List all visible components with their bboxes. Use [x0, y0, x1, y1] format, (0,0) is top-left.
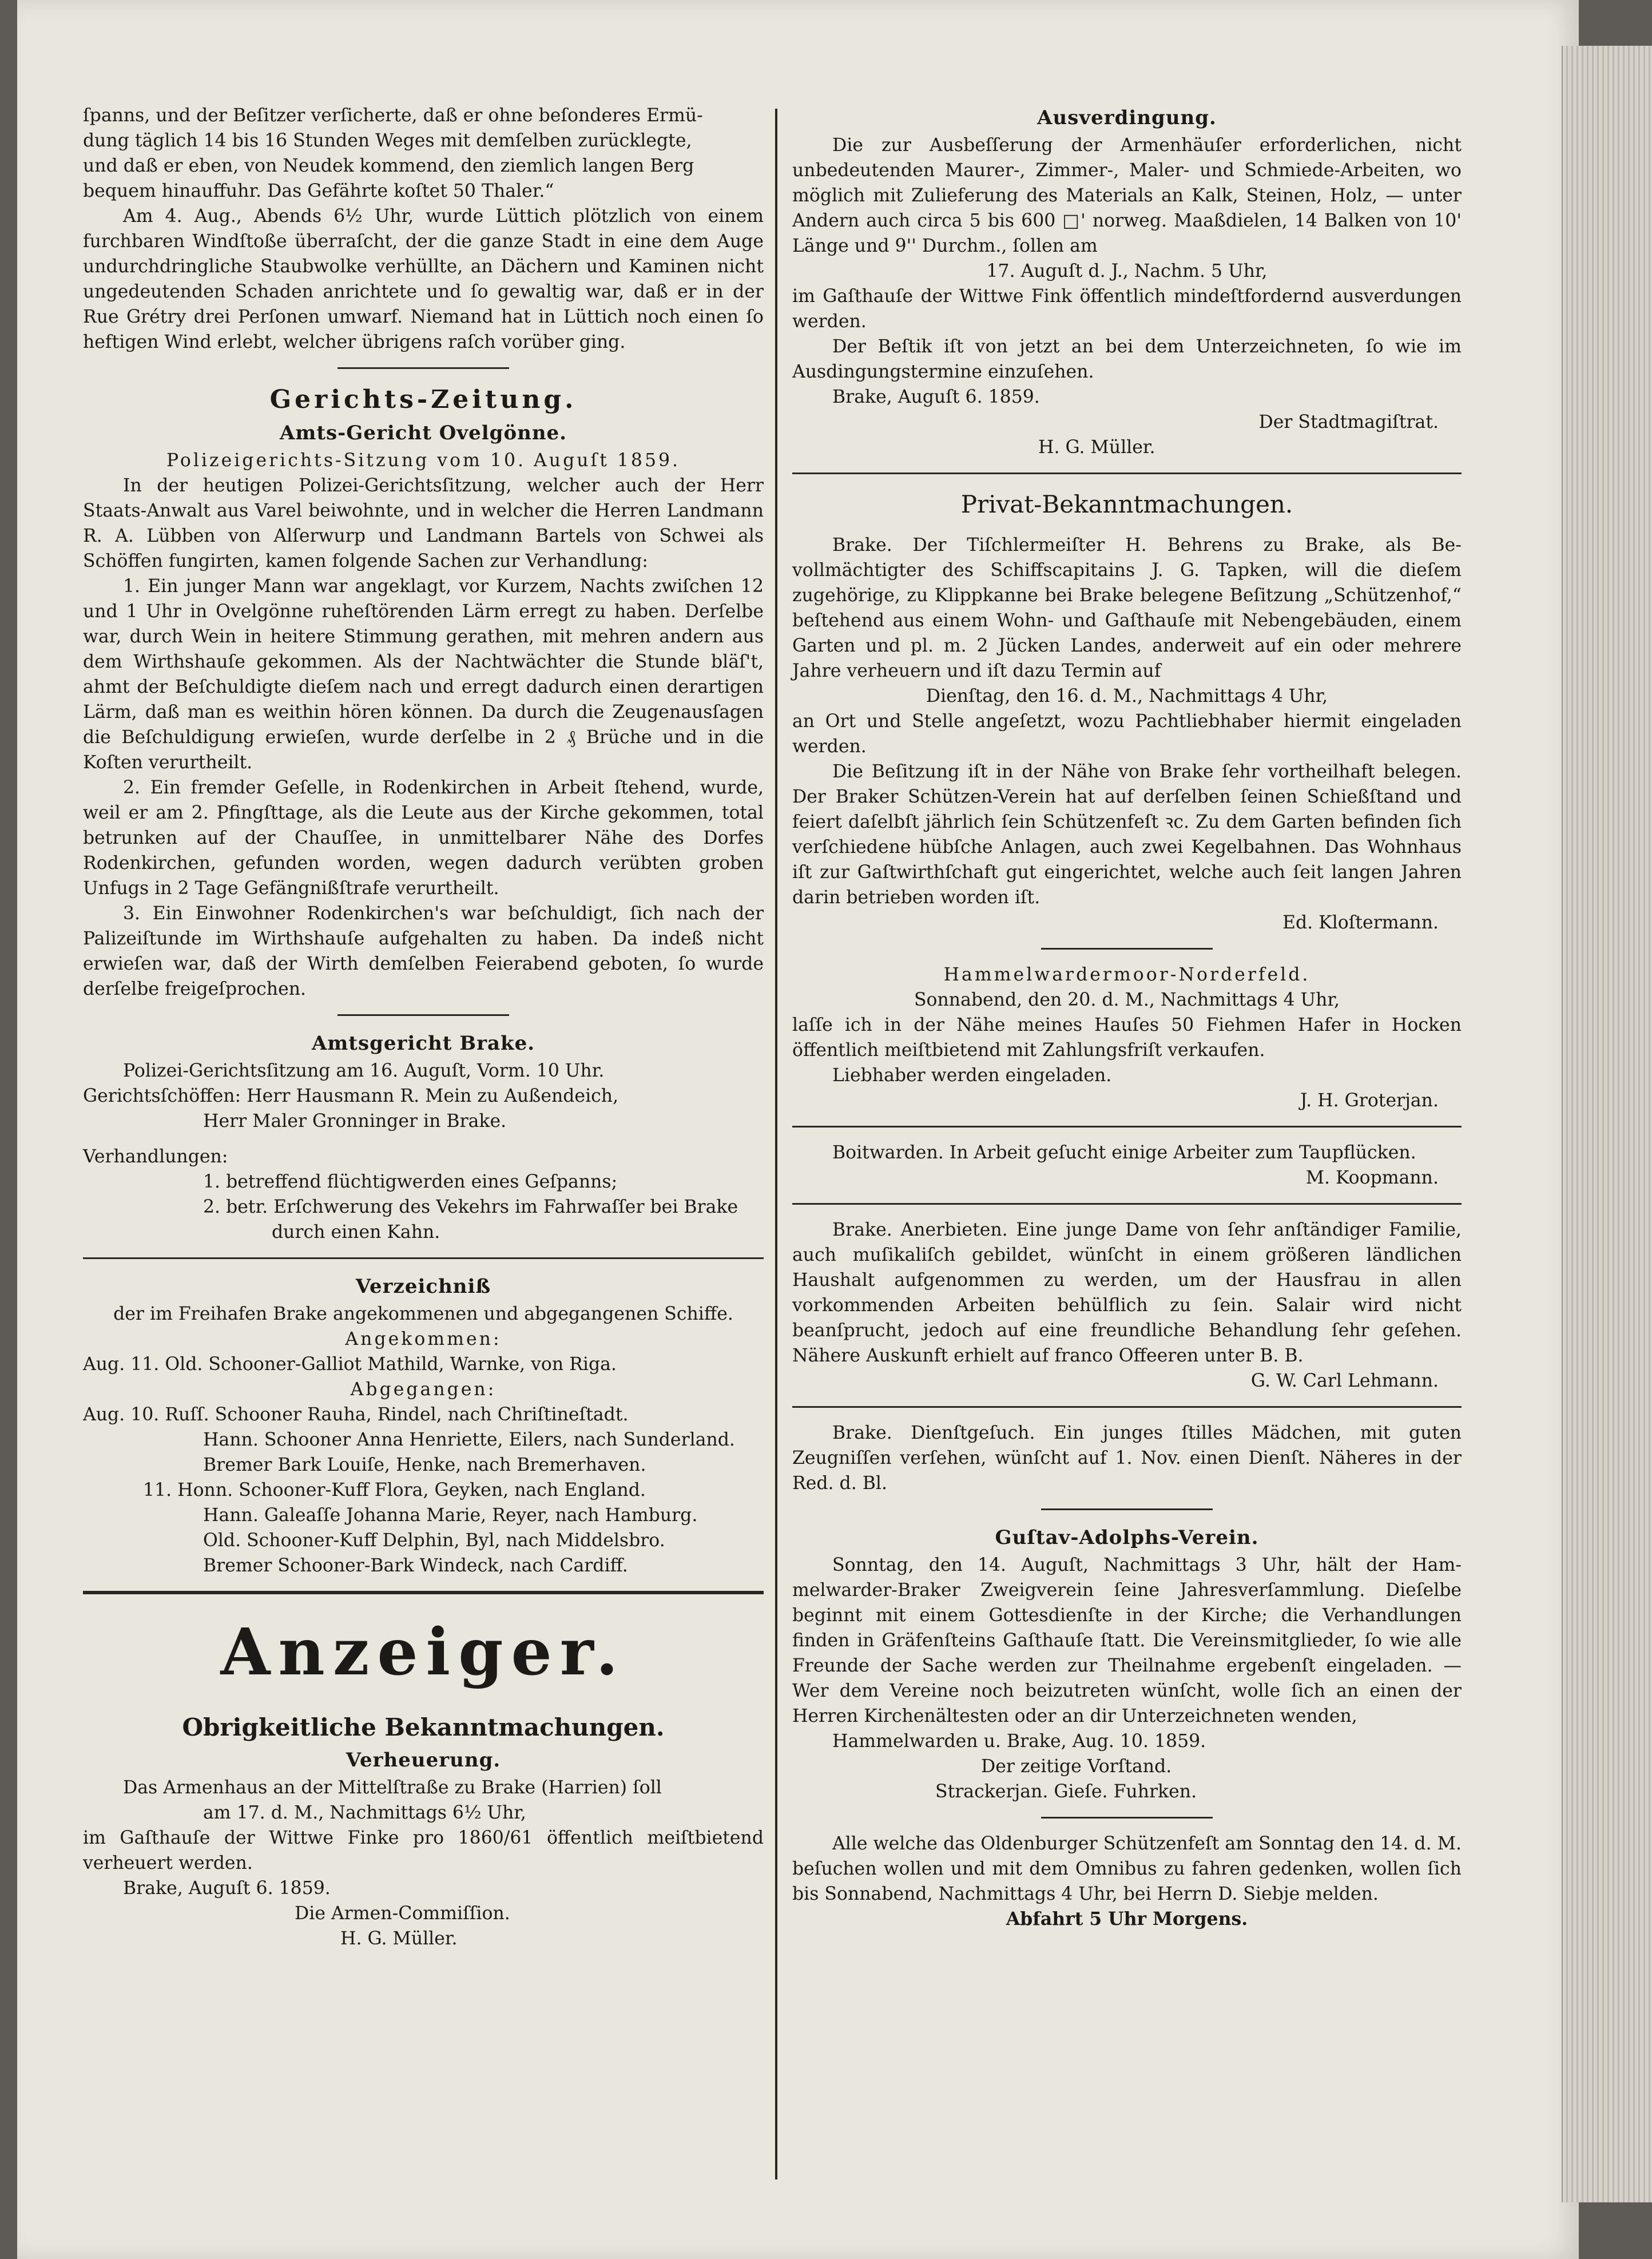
section-rule [792, 1406, 1462, 1408]
intro-line-3: und daß er eben, von Neudek kommend, den ziemlich langen Berg [83, 156, 694, 176]
departed-ship: 11. Honn. Schooner-Kuff Flora, Geyken, nach England. [143, 1480, 646, 1500]
verhandlung-item-1: 1. betreffend flüchtigwerden eines Geſpanns; [203, 1172, 618, 1192]
ovelgoenne-title: Amts-Gericht Ovelgönne. [279, 422, 567, 444]
newspaper-page [17, 0, 1579, 2259]
section-rule [337, 1014, 509, 1016]
verhandlung-item-2: 2. betr. Erſchwerung des Vekehrs im Fahrwaſſer bei Brake [203, 1197, 738, 1217]
arrived-ship: Aug. 11. Old. Schooner-Galliot Mathild, Warnke, von Riga. [83, 1354, 617, 1375]
hammelwarder-text-2: Liebhaber werden eingeladen. [832, 1065, 1112, 1086]
section-rule [792, 473, 1462, 474]
verheuerung-title: Verheuerung. [346, 1749, 501, 1772]
brake-line-3: Herr Maler Gronninger in Brake. [203, 1111, 507, 1132]
schuetzenhof-date: Dienſtag, den 16. d. M., Nachmittags 4 Uhr, [926, 686, 1328, 706]
gustav-adolphs-place: Hammelwarden u. Brake, Aug. 10. 1859. [832, 1731, 1206, 1752]
verheuerung-text-2: im Gaſthauſe der Wittwe Finke pro 1860/61 öffentlich meiſtbietend verheuert werden. [83, 1828, 764, 1873]
gustav-adolphs-signature-1: Der zeitige Vorſtand. [981, 1756, 1172, 1777]
dienstgesuch-text: Brake. Dienſtgeſuch. Ein junges ſtilles Mädchen, mit guten Zeugniſſen verſehen, wünſcht auf 1. Nov. einen Dienſt. Näheres in der Red. d. Bl. [792, 1423, 1462, 1494]
section-rule [337, 367, 509, 369]
section-rule [83, 1257, 764, 1259]
hammelwarder-date: Sonnabend, den 20. d. M., Nachmittags 4 Uhr, [914, 990, 1340, 1010]
anerbieten-signature: G. W. Carl Lehmann. [1250, 1371, 1439, 1391]
verheuerung-signature-2: H. G. Müller. [340, 1928, 458, 1949]
brake-line-2: Gerichtsſchöffen: Herr Hausmann R. Mein zu Außendeich, [83, 1086, 619, 1106]
boitwarden-text: Boitwarden. In Arbeit geſucht einige Arbeiter zum Taupflücken. [832, 1142, 1416, 1163]
verheuerung-text: Das Armenhaus an der Mittelſtraße zu Brake (Harrien) ſoll [123, 1777, 662, 1798]
hammelwarder-title: Hammelwardermoor-Norderfeld. [943, 964, 1311, 985]
departed-ship: Hann. Schooner Anna Henriette, Eilers, nach Sunderland. [203, 1430, 735, 1450]
case-2: 2. Ein fremder Geſelle, in Rodenkirchen in Arbeit ſtehend, wurde, weil er am 2. Pfingſttage, als die Leute aus der Kirche gekommen, total betrunken auf der Chauſſee, in unmittelbarer Nähe des Dorfes Rodenkirchen, gefunden worden, wegen dadurch verübten groben Unfugs in 2 Tage Gefängnißſtrafe verurtheilt. [83, 777, 764, 899]
section-rule [792, 1203, 1462, 1205]
official-notices-title: Obrigkeitliche Bekanntmachungen. [182, 1713, 665, 1741]
ausverdingung-text: Die zur Ausbeſſerung der Armenhäuſer erforderlichen, nicht unbedeutenden Maurer-, Zimmer-, Maler- und Schmiede-Arbeiten, wo möglich mit Zulieferung des Materials an Kalk, Steinen, Holz, — unter Andern auch circa 5 bis 600 □' norweg. Maaßdielen, 14 Balken von 10' Länge und 9'' Durchm., ſollen am [792, 135, 1462, 256]
ausverdingung-signature-2: H. G. Müller. [1038, 437, 1155, 458]
ausverdingung-title: Ausverdingung. [1037, 106, 1217, 129]
boitwarden-signature: M. Koopmann. [1305, 1168, 1439, 1188]
storm-article: Am 4. Aug., Abends 6½ Uhr, wurde Lüttich plötzlich von einem furchbaren Windſtoße überraſcht, der die ganze Stadt in eine dem Auge undurchdringliche Staubwolke verhüllte, an Dächern und Kaminen nicht ungedeutenden Schaden anrichtete und ſo gewaltig war, daß er in der Rue Grétry drei Perſonen umwarf. Niemand hat in Lüttich noch einen ſo heftigen Wind erlebt, welcher übrigens raſch vorüber ging. [83, 206, 764, 352]
section-rule [792, 1126, 1462, 1127]
gustav-adolphs-title: Guſtav-Adolphs-Verein. [995, 1526, 1259, 1549]
section-rule [1041, 948, 1213, 950]
section-rule [83, 1591, 764, 1594]
column-divider [775, 109, 777, 2179]
hammelwarder-text: laſſe ich in der Nähe meines Hauſes 50 Fiehmen Hafer in Hocken öffentlich meiſtbietend mit Zahlungsfriſt verkaufen. [792, 1015, 1462, 1061]
page-edge-stack [1562, 46, 1652, 2202]
schuetzenhof-text: Brake. Der Tiſchlermeiſter H. Behrens zu Brake, als Bevollmächtigter des Schiffscapitains J. G. Tapken, will die dieſem zugehörige, zu Klippkanne bei Brake belegene Beſitzung „Schützenhof,“ beſtehend aus einem Wohn- und Gaſthauſe mit Nebengebäuden, einem Garten und pl. m. 2 Jücken Landes, anderweit auf ein oder mehrere Jahre verheuern und iſt dazu Termin auf [792, 535, 1462, 681]
departed-ship: Old. Schooner-Kuff Delphin, Byl, nach Middelsbro. [203, 1530, 665, 1551]
brake-court-title: Amtsgericht Brake. [311, 1032, 535, 1055]
schuetzenhof-text-3: Die Beſitzung iſt in der Nähe von Brake ſehr vortheilhaft belegen. Der Braker Schützen-Verein hat auf derſelben ſeinen Schießſtand und feiert daſelbſt jährlich ſein Schützenfeſt ꝛc. Zu dem Garten befinden ſich verſchiedene hübſche Anlagen, auch zwei Kegelbahnen. Das Wohnhaus iſt zur Gaſtwirthſchaft gut eingerichtet, welche auch ſeit langen Jahren darin betrieben worden iſt. [792, 761, 1462, 908]
ausverdingung-text-3: Der Beſtik iſt von jetzt an bei dem Unterzeichneten, ſo wie im Ausdingungstermine einzuſehen. [792, 336, 1462, 382]
ausverdingung-text-2: im Gaſthauſe der Wittwe Fink öffentlich mindeſtfordernd ausverdungen werden. [792, 286, 1462, 332]
intro-line-1: ſpanns, und der Beſitzer verſicherte, daß er ohne beſonderes Ermü- [83, 105, 703, 126]
section-rule [1041, 1508, 1213, 1510]
gerichts-zeitung-title: Gerichts-Zeitung. [269, 385, 577, 414]
ship-register-subtitle: der im Freihafen Brake angekommenen und abgegangenen Schiffe. [113, 1304, 733, 1324]
left-column [83, 103, 764, 1951]
ausverdingung-place: Brake, Auguſt 6. 1859. [832, 387, 1040, 407]
intro-line-2: dung täglich 14 bis 16 Stunden Weges mit demſelben zurücklegte, [83, 130, 692, 151]
case-1: 1. Ein junger Mann war angeklagt, vor Kurzem, Nachts zwiſchen 12 und 1 Uhr in Ovelgönne ruheſtörenden Lärm erregt zu haben. Derſelbe war, durch Wein in heitere Stimmung gerathen, mit mehren andern aus dem Wirthshauſe gekommen. Als der Nachtwächter die Stunde bläſ't, ahmt der Beſchuldigte dieſem nach und erregt dadurch einen derartigen Lärm, daß man es weithin hören können. Da durch die Zeugenausſagen die Beſchuldigung erwieſen, wurde derſelbe in 2 ₰ Brüche und in die Koſten verurtheilt. [83, 576, 764, 773]
hammelwarder-signature: J. H. Groterjan. [1300, 1090, 1439, 1111]
verheuerung-signature-1: Die Armen-Commiſſion. [295, 1903, 510, 1924]
private-notices-title: Privat-Bekanntmachungen. [960, 490, 1293, 518]
departed-ship: Hann. Galeaſſe Johanna Marie, Reyer, nach Hamburg. [203, 1505, 698, 1526]
arrived-label: Angekommen: [345, 1329, 502, 1349]
anzeiger-title: Anzeiger. [220, 1615, 626, 1690]
departed-ship: Bremer Schooner-Bark Windeck, nach Cardiff. [203, 1555, 628, 1576]
brake-line-1: Polizei-Gerichtsſitzung am 16. Auguſt, Vorm. 10 Uhr. [123, 1061, 605, 1081]
sitzung-heading: Polizeigerichts-Sitzung vom 10. Auguſt 1859. [166, 450, 681, 471]
verhandlung-item-2b: durch einen Kahn. [272, 1222, 440, 1242]
ausverdingung-signature-1: Der Stadtmagiſtrat. [1258, 412, 1439, 432]
verheuerung-place-date: Brake, Auguſt 6. 1859. [123, 1878, 331, 1899]
departed-label: Abgegangen: [350, 1379, 497, 1400]
gustav-adolphs-signature-2: Strackerjan. Gieſe. Fuhrken. [935, 1781, 1197, 1802]
verhandlungen-label: Verhandlungen: [83, 1146, 228, 1167]
right-column [792, 103, 1462, 1932]
departed-ship: Bremer Bark Louiſe, Henke, nach Bremerhaven. [203, 1455, 646, 1475]
verheuerung-date: am 17. d. M., Nachmittags 6½ Uhr, [203, 1803, 526, 1823]
omnibus-departure: Abfahrt 5 Uhr Morgens. [1006, 1908, 1248, 1930]
omnibus-text: Alle welche das Oldenburger Schützenfeſt am Sonntag den 14. d. M. beſuchen wollen und mit dem Omnibus zu fahren gedenken, wollen ſich bis Sonnabend, Nachmittags 4 Uhr, bei Herrn D. Siebje melden. [792, 1833, 1462, 1904]
intro-line-4: bequem hinauffuhr. Das Gefährte koſtet 50 Thaler.“ [83, 181, 554, 201]
departed-ship: Aug. 10. Ruſſ. Schooner Rauha, Rindel, nach Chriſtineſtadt. [83, 1404, 629, 1425]
case-3: 3. Ein Einwohner Rodenkirchen's war beſchuldigt, ſich nach der Palizeiſtunde im Wirthshauſe aufgehalten zu haben. Da indeß nicht erwieſen war, daß der Wirth demſelben Feierabend geboten, ſo wurde derſelbe freigeſprochen. [83, 903, 764, 999]
gustav-adolphs-text: Sonntag, den 14. Auguſt, Nachmittags 3 Uhr, hält der Hammelwarder-Braker Zweigverein ſeine Jahresverſammlung. Dieſelbe beginnt mit einem Gottesdienſte in der Kirche; die Verhandlungen finden in Gräfenſteins Gaſthauſe ſtatt. Die Vereinsmitglieder, ſo wie alle Freunde der Sache werden zur Theilnahme ergebenſt eingeladen. — Wer dem Vereine noch beizutreten wünſcht, wolle ſich an einen der Herren Kirchenältesten oder an dir Unterzeichneten wenden, [792, 1555, 1462, 1726]
ship-register-title: Verzeichniß [355, 1275, 491, 1298]
sitzung-intro: In der heutigen Polizei-Gerichtsſitzung, welcher auch der Herr Staats-Anwalt aus Varel beiwohnte, und in welcher die Herren Landmann R. A. Lübben von Alſerwurp und Landmann Bartels von Schwei als Schöffen fungirten, kamen folgende Sachen zur Verhandlung: [83, 475, 764, 571]
schuetzenhof-text-2: an Ort und Stelle angeſetzt, wozu Pachtliebhaber hiermit eingeladen werden. [792, 711, 1462, 757]
anerbieten-text: Brake. Anerbieten. Eine junge Dame von ſehr anſtändiger Familie, auch muſikaliſch gebildet, wünſcht in einem größeren ländlichen Haushalt aufgenommen zu werden, um der Hausfrau in allen vorkommenden Arbeiten behülflich zu ſein. Salair wird nicht beanſprucht, jedoch auf eine freundliche Behandlung ſehr geſehen. Nähere Auskunft erhielt auf franco Offeeren unter B. B. [792, 1220, 1462, 1366]
section-rule [1041, 1817, 1213, 1819]
schuetzenhof-signature: Ed. Kloſtermann. [1282, 912, 1439, 933]
ausverdingung-date: 17. Auguſt d. J., Nachm. 5 Uhr, [986, 261, 1268, 281]
